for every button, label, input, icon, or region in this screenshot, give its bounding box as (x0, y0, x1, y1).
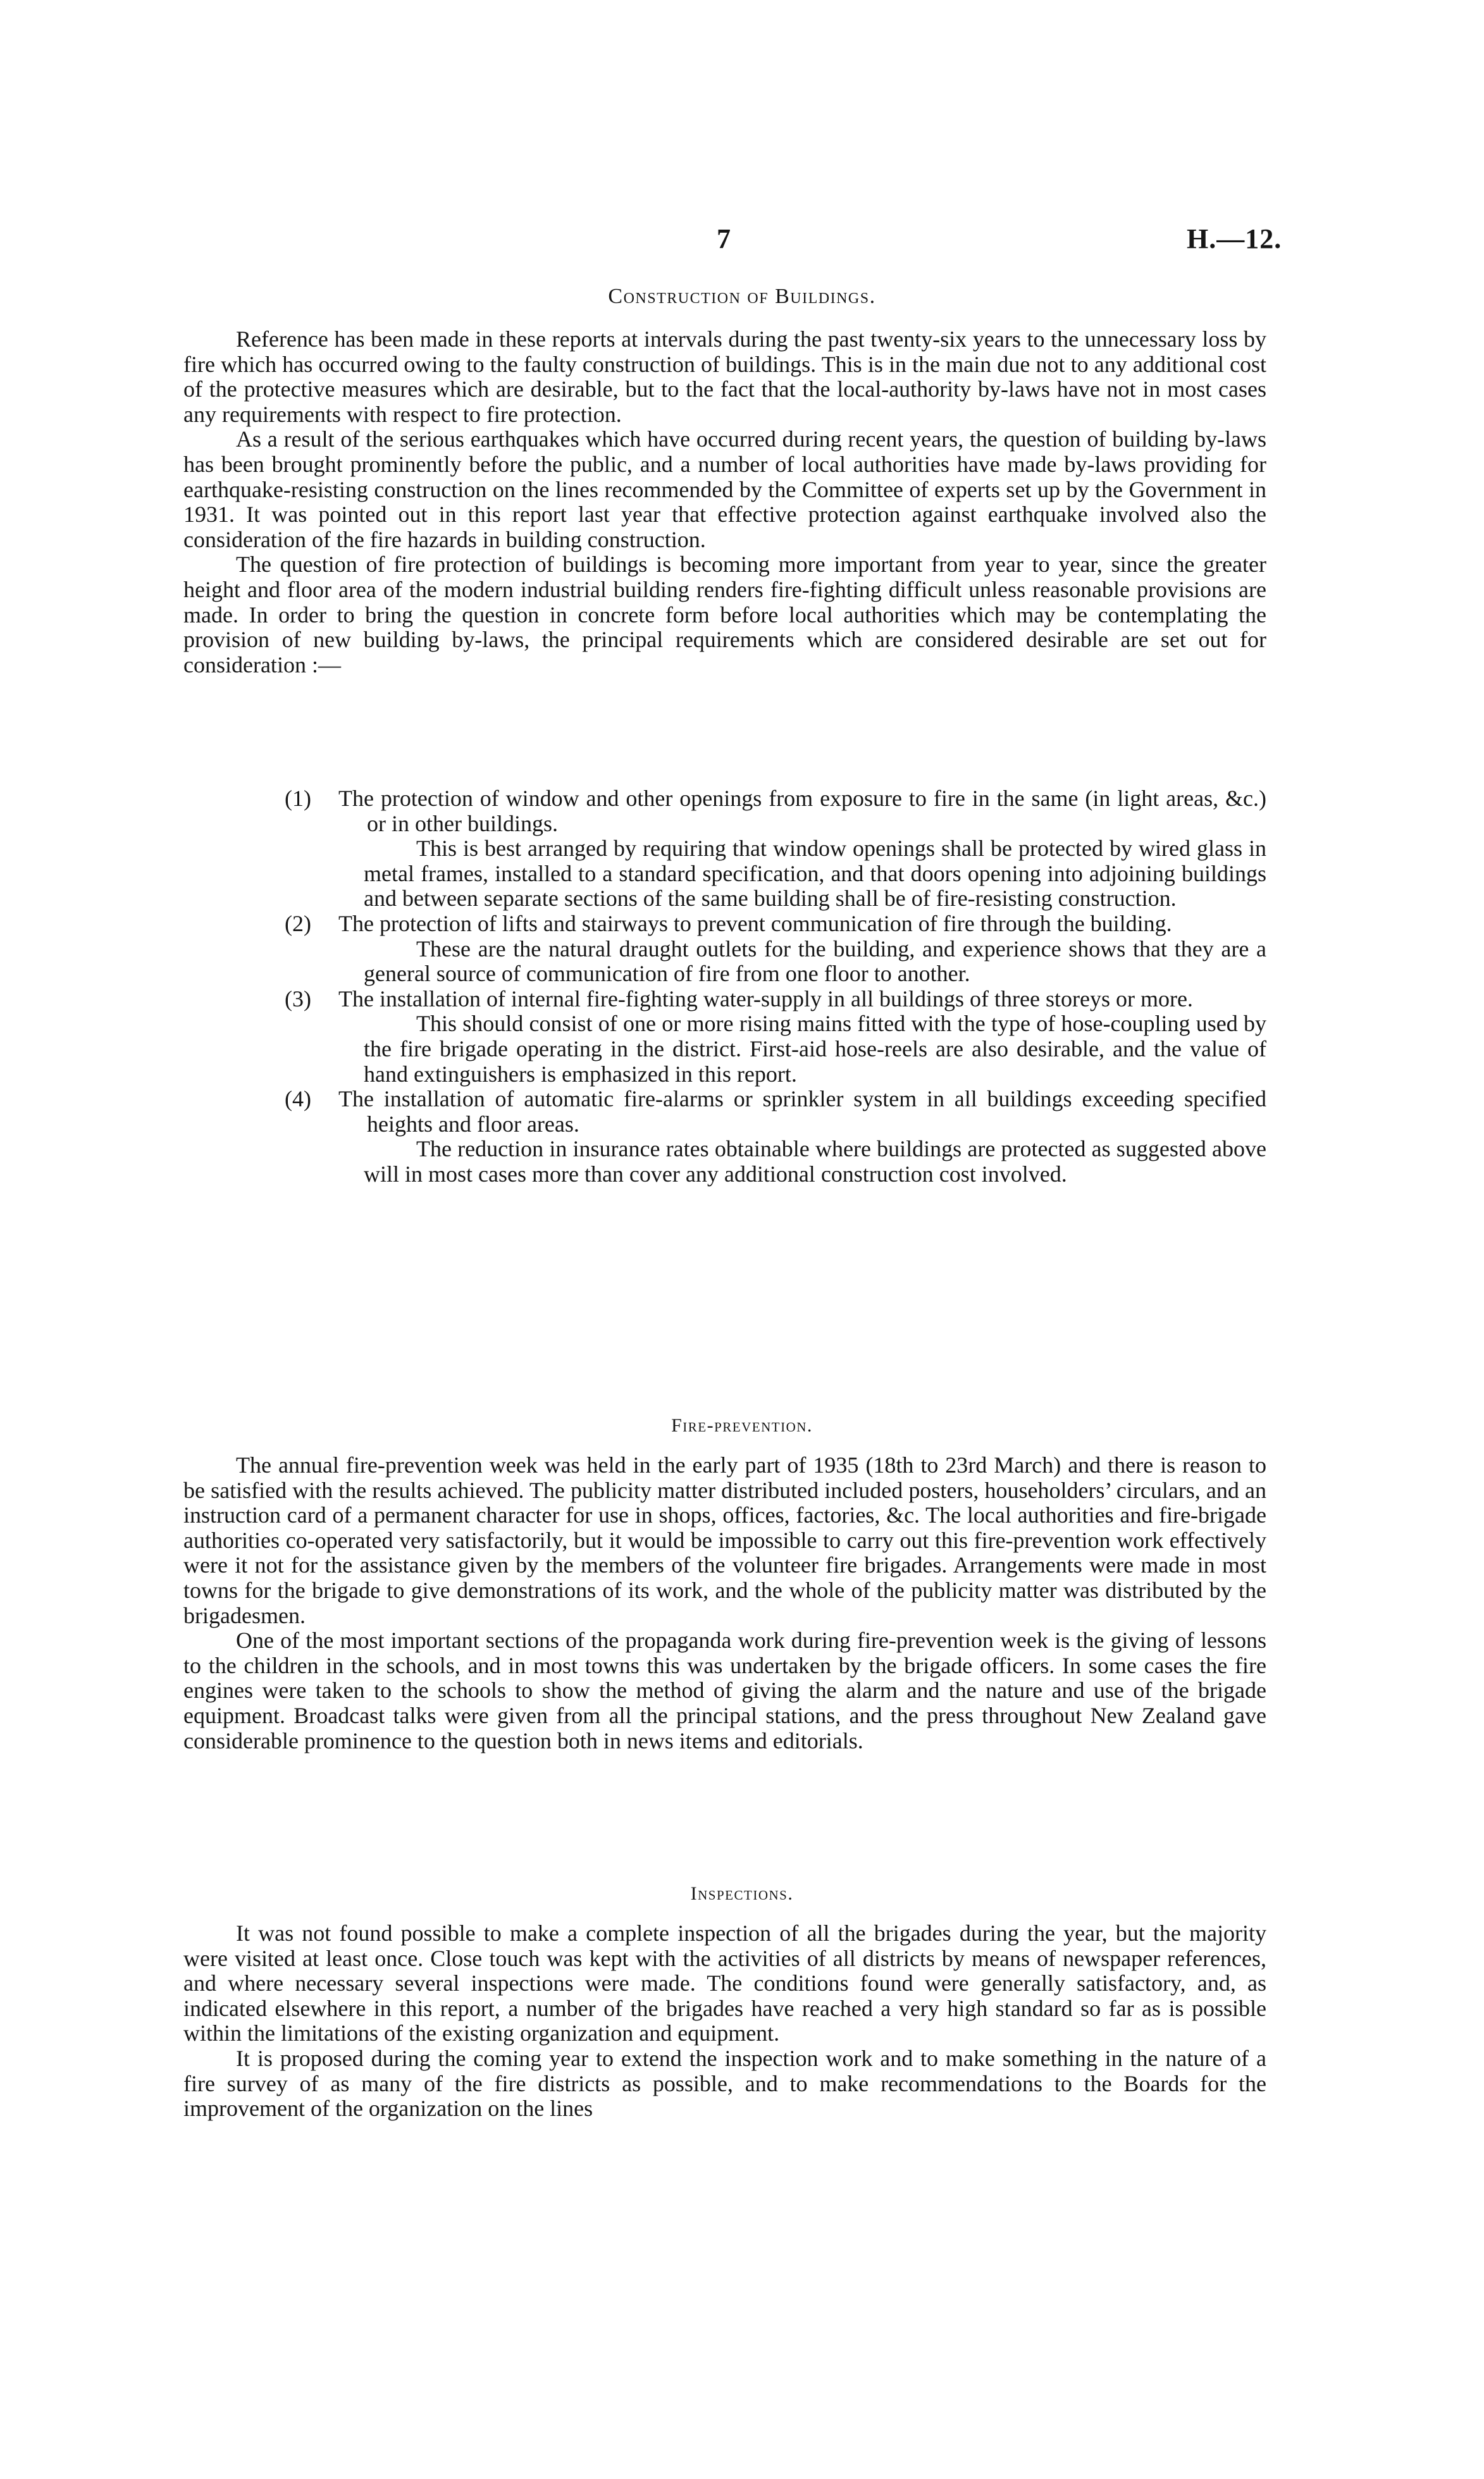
construction-paragraph: The question of fire protection of buildings is becoming more important from year to year, since the greater height and floor area of the modern industrial building renders fire-fighting difficult unless reasonable provisions are made. In order to bring the question in concrete form before local authorities which may be contemplating the provision of new building by-laws, the principal requirements which are considered desirable are set out for consideration :— (183, 552, 1266, 677)
requirement-item (183, 912, 1266, 987)
heading-construction-of-buildings: Construction of Buildings. (608, 285, 876, 308)
requirement-explanation: The reduction in insurance rates obtainable where buildings are protected as suggested above will in most cases more than cover any additional construction cost involved. (364, 1136, 1266, 1187)
requirement-explanation: These are the natural draught outlets for the building, and experience shows that they are a general source of communication of fire from one floor to another. (364, 936, 1266, 987)
requirement-number: (1) (285, 786, 311, 811)
fire-prevention-paragraph: The annual fire-prevention week was held in the early part of 1935 (18th to 23rd March) and there is reason to be satisfied with the results achieved. The publicity matter distributed included posters, householders’ circulars, and an instruction card of a permanent character for use in shops, offices, factories, &c. The local authorities and fire-brigade authorities co-operated very satisfactorily, but it would be impossible to carry out this fire-prevention work effectively were it not for the assistance given by the members of the volunteer fire brigades. Arrangements were made in most towns for the brigade to give demonstrations of its work, and the whole of the publicity matter was distributed by the brigadesmen. (183, 1452, 1266, 1628)
requirement-explanation: This should consist of one or more rising mains fitted with the type of hose-coupling used by the fire brigade operating in the district. First-aid hose-reels are also desirable, and the value of hand extinguishers is emphasized in this report. (364, 1011, 1266, 1087)
requirement-item (183, 786, 1266, 912)
construction-section (183, 327, 1266, 677)
requirement-item (183, 987, 1266, 1087)
requirement-text: The protection of window and other openings from exposure to fire in the same (in light areas, &c.) or in other buildings. (338, 786, 1266, 836)
construction-paragraph: Reference has been made in these reports at intervals during the past twenty-six years to the unnecessary loss by fire which has occurred owing to the faulty construction of buildings. This is in the main due not to any additional cost of the protective measures which are desirable, but to the fact that the local-authority by-laws have not in most cases any requirements with respect to fire protection. (183, 326, 1266, 427)
requirement-item (183, 1087, 1266, 1187)
inspections-paragraph: It was not found possible to make a complete inspection of all the brigades during the year, but the majority were visited at least once. Close touch was kept with the activities of all districts by means of newspaper references, and where necessary several inspections were made. The conditions found were generally satisfactory, and, as indicated elsewhere in this report, a number of the brigades have reached a very high standard so far as is possible within the limitations of the existing organization and equipment. (183, 1920, 1266, 2046)
document-reference: H.—12. (1187, 223, 1282, 254)
requirement-number: (4) (285, 1086, 311, 1112)
page-number: 7 (717, 223, 731, 254)
requirement-text: The protection of lifts and stairways to prevent communication of fire through the building. (338, 910, 1172, 936)
inspections-section (183, 1921, 1266, 2122)
requirement-number: (3) (285, 986, 311, 1011)
requirement-explanation: This is best arranged by requiring that window openings shall be protected by wired glass in metal frames, installed to a standard specification, and that doors opening into adjoining buildings and between separate sections of the same building shall be of fire-resisting construction. (364, 836, 1266, 912)
fire-prevention-paragraph: One of the most important sections of the propaganda work during fire-prevention week is the giving of lessons to the children in the schools, and in most towns this was undertaken by the brigade officers. In some cases the fire engines were taken to the schools to show the method of giving the alarm and the nature and use of the brigade equipment. Broadcast talks were given from all the principal stations, and the press throughout New Zealand gave considerable prominence to the question both in news items and editorials. (183, 1628, 1266, 1753)
fire-prevention-section (183, 1453, 1266, 1753)
requirement-number: (2) (285, 910, 311, 936)
requirement-text: The installation of internal fire-fighting water-supply in all buildings of three storeys or more. (338, 986, 1193, 1011)
inspections-paragraph: It is proposed during the coming year to extend the inspection work and to make something in the nature of a fire survey of as many of the fire districts as possible, and to make recommendations to the Boards for the improvement of the organization on the lines (183, 2045, 1266, 2122)
requirements-list (183, 786, 1266, 1187)
requirement-text: The installation of automatic fire-alarms or sprinkler system in all buildings exceeding specified heights and floor areas. (338, 1086, 1266, 1137)
heading-fire-prevention: Fire-prevention. (671, 1415, 813, 1436)
construction-paragraph: As a result of the serious earthquakes which have occurred during recent years, the question of building by-laws has been brought prominently before the public, and a number of local authorities have made by-laws providing for earthquake-resisting construction on the lines recommended by the Committee of experts set up by the Government in 1931. It was pointed out in this report last year that effective protection against earthquake involved also the consideration of the fire hazards in building construction. (183, 426, 1266, 552)
heading-inspections: Inspections. (690, 1883, 794, 1904)
